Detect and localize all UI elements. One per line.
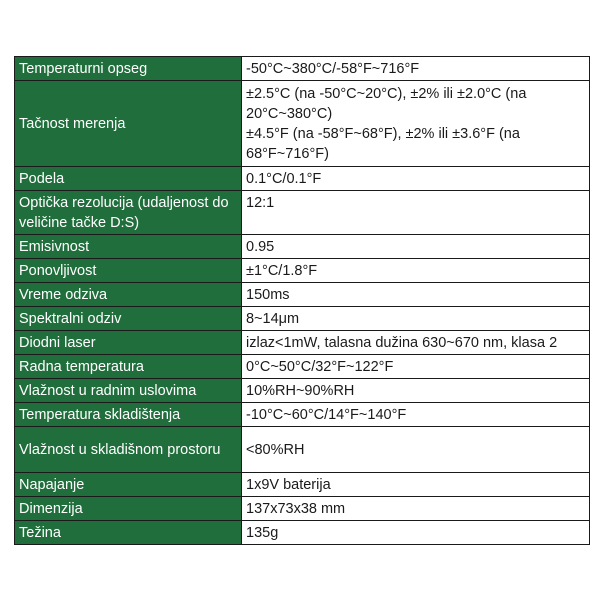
spec-value bbox=[242, 497, 590, 521]
spec-value-line: -50°C~380°C/-58°F~716°F bbox=[246, 61, 420, 77]
spec-row-optical-resolution bbox=[15, 191, 590, 235]
spec-label: Diodni laser bbox=[15, 331, 242, 355]
spec-value-line: ±4.5°F (na -58°F~68°F), ±2% ili ±3.6°F (na 68°F~716°F) bbox=[246, 126, 520, 162]
spec-value bbox=[242, 355, 590, 379]
spec-value bbox=[242, 191, 590, 235]
spec-value bbox=[242, 81, 590, 167]
spec-row-spectral-response bbox=[15, 307, 590, 331]
spec-label: Ponovljivost bbox=[15, 259, 242, 283]
spec-value-line: 0°C~50°C/32°F~122°F bbox=[246, 359, 394, 375]
spec-row-emissivity bbox=[15, 235, 590, 259]
spec-label: Vlažnost u radnim uslovima bbox=[15, 379, 242, 403]
spec-value bbox=[242, 379, 590, 403]
spec-row-resolution bbox=[15, 167, 590, 191]
spec-value bbox=[242, 57, 590, 81]
spec-value-line: 12:1 bbox=[246, 195, 275, 211]
spec-row-power bbox=[15, 473, 590, 497]
spec-row-diode-laser bbox=[15, 331, 590, 355]
spec-label: Emisivnost bbox=[15, 235, 242, 259]
spec-label: Radna temperatura bbox=[15, 355, 242, 379]
spec-label: Tačnost merenja bbox=[15, 81, 242, 167]
spec-value-line: ±1°C/1.8°F bbox=[246, 263, 318, 279]
spec-value-line: 150ms bbox=[246, 287, 290, 303]
spec-value-line: -10°C~60°C/14°F~140°F bbox=[246, 407, 407, 423]
spec-label: Spektralni odziv bbox=[15, 307, 242, 331]
spec-value-line: 1x9V baterija bbox=[246, 477, 331, 493]
spec-label: Napajanje bbox=[15, 473, 242, 497]
spec-row-storage-temperature bbox=[15, 403, 590, 427]
spec-value-line: <80%RH bbox=[246, 442, 305, 458]
spec-row-accuracy bbox=[15, 81, 590, 167]
spec-value bbox=[242, 307, 590, 331]
spec-table bbox=[14, 56, 590, 545]
spec-label: Dimenzija bbox=[15, 497, 242, 521]
spec-label: Temperatura skladištenja bbox=[15, 403, 242, 427]
spec-value bbox=[242, 427, 590, 473]
spec-row-operating-humidity bbox=[15, 379, 590, 403]
spec-row-response-time bbox=[15, 283, 590, 307]
spec-value bbox=[242, 403, 590, 427]
spec-row-dimensions bbox=[15, 497, 590, 521]
spec-value-line: 0.1°C/0.1°F bbox=[246, 171, 322, 187]
spec-value bbox=[242, 473, 590, 497]
spec-value-line: ±2.5°C (na -50°C~20°C), ±2% ili ±2.0°C (na 20°C~380°C) bbox=[246, 86, 527, 122]
spec-label: Vlažnost u skladišnom prostoru bbox=[15, 427, 242, 473]
spec-label: Težina bbox=[15, 521, 242, 545]
spec-label: Temperaturni opseg bbox=[15, 57, 242, 81]
spec-value-line: izlaz<1mW, talasna dužina 630~670 nm, klasa 2 bbox=[246, 335, 558, 351]
spec-value bbox=[242, 259, 590, 283]
spec-label: Optička rezolucija (udaljenost do veličine tačke D:S) bbox=[15, 191, 242, 235]
spec-value bbox=[242, 167, 590, 191]
spec-value bbox=[242, 331, 590, 355]
spec-label: Podela bbox=[15, 167, 242, 191]
spec-value-line: 135g bbox=[246, 525, 279, 541]
spec-row-repeatability bbox=[15, 259, 590, 283]
spec-value-line: 137x73x38 mm bbox=[246, 501, 346, 517]
spec-row-storage-humidity bbox=[15, 427, 590, 473]
spec-row-temperature-range bbox=[15, 57, 590, 81]
spec-label: Vreme odziva bbox=[15, 283, 242, 307]
spec-value-line: 0.95 bbox=[246, 239, 275, 255]
spec-value-line: 8~14μm bbox=[246, 311, 300, 327]
spec-row-operating-temperature bbox=[15, 355, 590, 379]
spec-value bbox=[242, 283, 590, 307]
spec-value-line: 10%RH~90%RH bbox=[246, 383, 355, 399]
spec-value bbox=[242, 235, 590, 259]
spec-value bbox=[242, 521, 590, 545]
spec-row-weight bbox=[15, 521, 590, 545]
